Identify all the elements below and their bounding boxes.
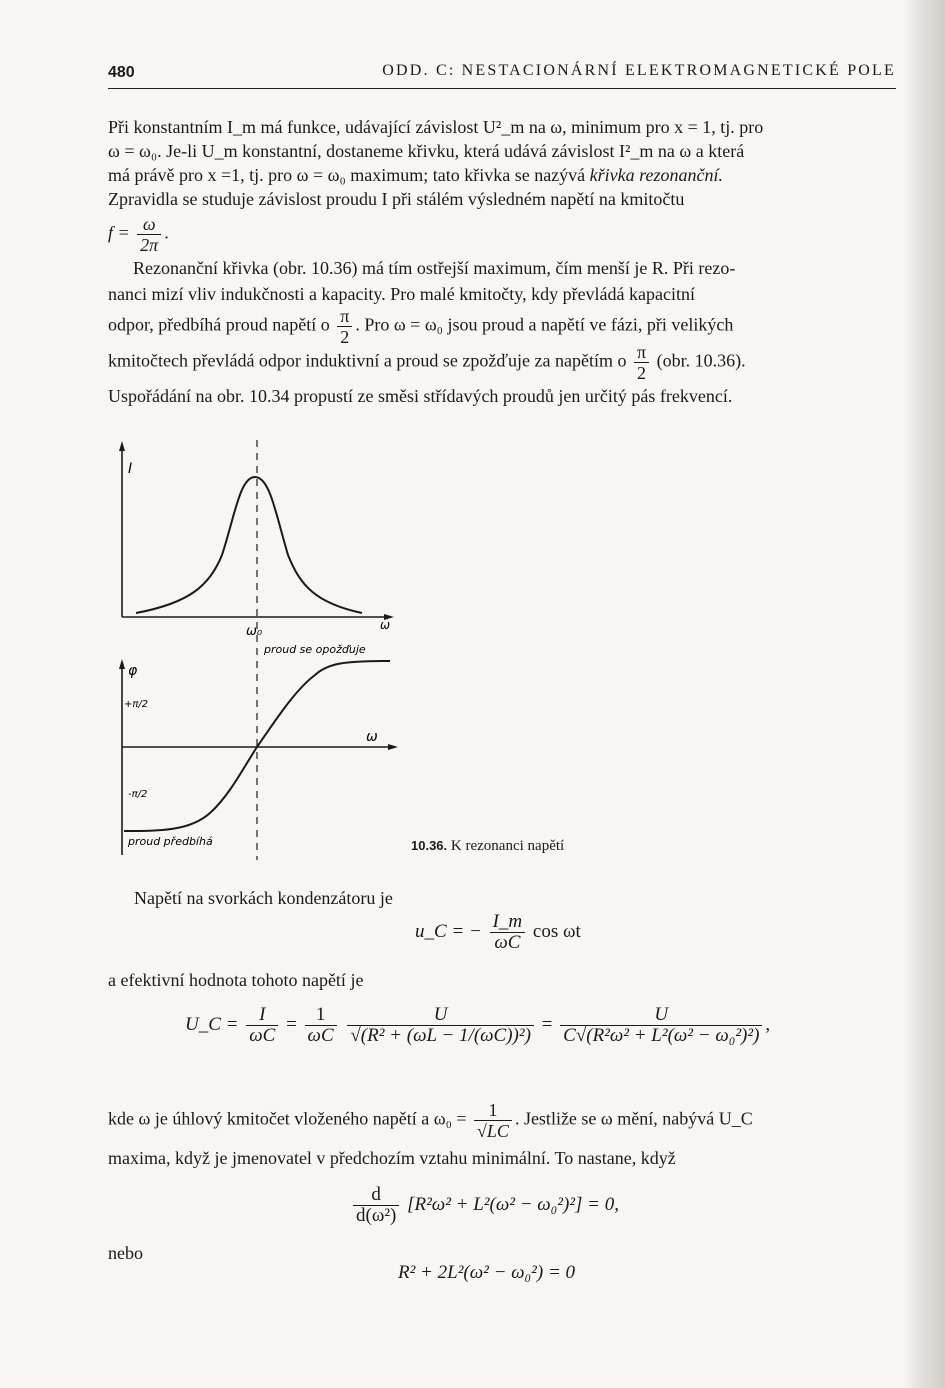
- page-number: 480: [108, 64, 135, 81]
- eq2-f1-den: ωC: [249, 1025, 276, 1046]
- page-header: [108, 58, 896, 89]
- kde-text-b: . Jestliže se ω mění, nabývá U_C: [514, 1108, 753, 1129]
- formula-f-fraction: [137, 214, 161, 255]
- para2-line1: Rezonanční křivka (obr. 10.36) má tím ostřejší maximum, čím menší je R. Při rezo-: [133, 258, 736, 278]
- eq2-f2-num: 1: [305, 1005, 337, 1026]
- eq2-f1-num: I: [246, 1005, 278, 1026]
- para2-line4: [108, 342, 746, 383]
- bottom-y-label: φ: [128, 663, 138, 679]
- formula-f-den: 2π: [140, 235, 159, 255]
- eq1-fraction: [490, 912, 526, 953]
- equation-uc: [415, 912, 581, 953]
- omega0-label: ω₀: [246, 624, 263, 639]
- running-title: ODD. C: NESTACIONÁRNÍ ELEKTROMAGNETICKÉ POLE: [382, 62, 896, 79]
- formula-f-end: .: [164, 222, 169, 243]
- page-edge-shadow: [903, 0, 945, 1388]
- nebo-line: nebo: [108, 1243, 143, 1263]
- kde-den: √LC: [477, 1121, 509, 1141]
- eq1-den: ωC: [494, 932, 521, 953]
- para2-line5: Uspořádání na obr. 10.34 propustí ze směsi střídavých proudů jen určitý pás frekvencí.: [108, 386, 733, 406]
- eq3-fraction: [353, 1185, 399, 1226]
- eq2-f4-den: C√(R²ω² + L²(ω² − ω₀²)²): [563, 1025, 760, 1046]
- leading-label: proud předbíhá: [128, 835, 213, 848]
- eq2-f3-den: √(R² + (ωL − 1/(ωC))²): [350, 1025, 531, 1046]
- kde-line: [108, 1100, 753, 1141]
- para1-line3-text: má právě pro x =1, tj. pro ω = ω₀ maximum; tato křivka se nazývá: [108, 165, 590, 185]
- para1-line4: Zpravidla se studuje závislost proudu I při stálém výsledném napětí na kmitočtu: [108, 189, 685, 209]
- para2-line4b: (obr. 10.36).: [656, 350, 746, 371]
- figure-resonance: [100, 435, 410, 865]
- para2-line4a: kmitočtech převládá odpor induktivní a proud se zpožďuje za napětím o: [108, 350, 627, 371]
- top-x-label: ω: [380, 618, 391, 632]
- bottom-x-label: ω: [366, 729, 378, 745]
- para2-line3b: . Pro ω = ω₀ jsou proud a napětí ve fázi, při velikých: [355, 314, 734, 335]
- two-symbol: 2: [340, 327, 350, 347]
- eq2-frac1: [246, 1005, 278, 1046]
- kde-fraction: [474, 1100, 512, 1141]
- para2-line3: [108, 306, 733, 347]
- eq2-lhs: U_C =: [185, 1013, 239, 1035]
- eq2-eq2: =: [541, 1013, 553, 1035]
- eq2-f3-num: U: [347, 1005, 534, 1026]
- eq3-num: d: [353, 1185, 399, 1206]
- para2-line2: nanci mizí vliv indukčnosti a kapacity. Pro malé kmitočty, kdy převládá kapacitní: [108, 284, 696, 304]
- eq2-frac4: [560, 1005, 762, 1046]
- eq2-end: ,: [765, 1013, 771, 1035]
- bottom-x-arrow: [388, 744, 398, 750]
- plus-pi-half-label: +π/2: [124, 699, 149, 710]
- equation-final: [398, 1262, 575, 1284]
- figure-caption-text: K rezonanci napětí: [450, 838, 565, 854]
- para2-line3a: odpor, předbíhá proud napětí o: [108, 314, 330, 335]
- term-rezonancni: křivka rezonanční.: [589, 165, 723, 185]
- eq2-f4-num: U: [560, 1005, 762, 1026]
- pi-symbol-2: π: [634, 342, 649, 363]
- eq3-body: [R²ω² + L²(ω² − ω₀²)²] = 0,: [407, 1193, 619, 1215]
- eq2-f2-den: ωC: [307, 1025, 334, 1046]
- lagging-label: proud se opožďuje: [264, 643, 366, 656]
- resonance-curve: [136, 477, 362, 613]
- pi-half-fraction: [337, 306, 352, 347]
- para1-line3: [108, 165, 723, 186]
- top-y-label: I: [128, 461, 133, 477]
- maxima-line: maxima, když je jmenovatel v předchozím vztahu minimální. To nastane, když: [108, 1148, 676, 1168]
- two-symbol-2: 2: [637, 363, 647, 383]
- pi-symbol: π: [337, 306, 352, 327]
- figure-number: 10.36.: [411, 838, 448, 853]
- eq1-num: I_m: [490, 912, 526, 933]
- figure-caption: [411, 838, 564, 855]
- equation-Uc: [185, 1005, 770, 1046]
- minus-pi-half-label: -π/2: [128, 789, 148, 800]
- eq4-body: R² + 2L²(ω² − ω₀²) = 0: [398, 1262, 576, 1283]
- intro2: a efektivní hodnota tohoto napětí je: [108, 970, 364, 990]
- eq3-den: d(ω²): [356, 1205, 397, 1226]
- eq1-rhs: cos ωt: [532, 920, 581, 942]
- eq2-frac3: [347, 1005, 534, 1046]
- pi-half-fraction-2: [634, 342, 649, 383]
- para1-line2: ω = ω₀. Je-li U_m konstantní, dostaneme křivku, která udává závislost I²_m na ω a která: [108, 141, 745, 161]
- eq1-lhs: u_C = −: [415, 920, 482, 942]
- equation-derivative: [350, 1185, 619, 1226]
- para1-line1: Při konstantním I_m má funkce, udávající závislost U²_m na ω, minimum pro x = 1, tj. pro: [108, 117, 764, 137]
- kde-text-a: kde ω je úhlový kmitočet vloženého napětí a ω₀ =: [108, 1108, 467, 1129]
- formula-f-num: ω: [137, 214, 161, 235]
- formula-f: [108, 214, 169, 255]
- formula-f-lhs: f =: [108, 222, 130, 243]
- eq2-eq1: =: [286, 1013, 297, 1035]
- eq2-frac2: [305, 1005, 337, 1046]
- top-y-arrow: [119, 441, 125, 451]
- intro1: Napětí na svorkách kondenzátoru je: [134, 888, 393, 908]
- kde-num: 1: [474, 1100, 512, 1121]
- bottom-y-arrow: [119, 659, 125, 669]
